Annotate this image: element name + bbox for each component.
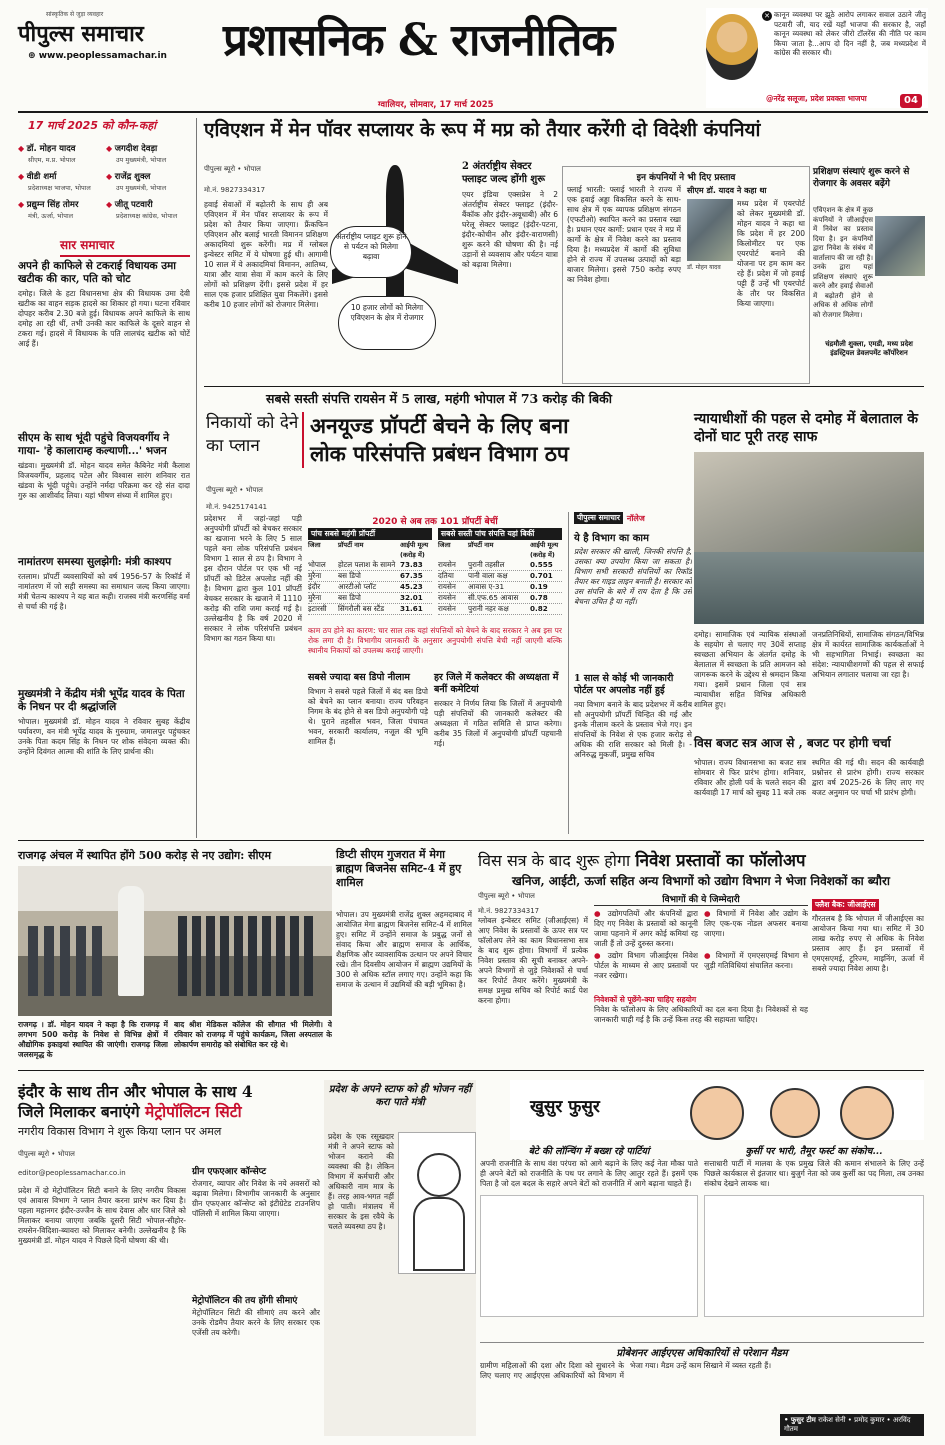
person-role: मंत्री, ऊर्जा, भोपाल [28,212,74,220]
credit-title: • फुसुर टीम [784,1416,816,1424]
cm-said-body: मध्य प्रदेश में एयरपोर्ट को लेकर मुख्यमंत्री डॉ. मोहन यादव ने कहा था कि प्रदेश में हर 200 किलोमीटर पर एक एयरपोर्ट बनाने की योजना पर हम काम कर रहे हैं। प्रदेश में जो हवाई पट्टी हैं उन्हें भी एयरपोर्ट के तौर पर विकसित किया जाएगा। [737,199,805,308]
strip-headline: प्रोबेशनर आईएएस अधिकारियों से परेशान मैडम [480,1342,924,1359]
headline-line-1: अनयूज्ड प्रॉपर्टी बेचने के लिए बना [310,413,569,438]
metro-line-2a: जिले मिलाकर बनाएंगे [18,1102,140,1121]
table-row [438,560,562,571]
property-reason: काम ठप होने का कारण: चार साल तक यहां संपत्तियों को बेचने के बाद सरकार ने अब इस पर रोक लगा दी है। विभागीय जानकारी के अनुसार अनुपयोगी संपत्ति बेची नहीं जाएगी बल्कि स्थानीय निकायों को उपलब्ध कराई जाएगी। [308,626,562,655]
table-row [438,604,562,615]
table-row [308,593,432,604]
news-headline: सीएम के साथ भूंदी पहुंचे विजयवर्गीय ने गाया- 'हे कालाराम्ह कल्याणी...' भजन [18,432,170,457]
knowledge-tag: नॉलेज [626,513,645,523]
table-row [308,604,432,615]
cheap-table [438,528,562,615]
cartoon-face [690,1086,744,1140]
person-name: प्रद्युम्न सिंह तोमर [26,200,79,210]
probationer-strip[interactable] [480,1342,924,1411]
person-card [106,136,192,164]
table-cell-city: मुरैना [308,593,322,602]
gujarat-body: भोपाल। उप मुख्यमंत्री राजेंद्र शुक्ल अहमदाबाद में आयोजित मेगा ब्राह्मण बिजनेस समिट-4 में शामिल हुए। समिट में उन्होंने समाज के प्रबुद्ध जनों से संवाद किया और ब्राह्मण समाज के आर्थिक, शैक्षणिक और व्यावसायिक उत्थान पर अपने विचार रखे। तीन दिवसीय आयोजन में ब्राह्मण उद्यमियों के 300 से अधिक स्टॉल लगाए गए। उन्होंने कहा कि समाज के उत्थान में उद्यमियों की बड़ी भूमिका है। [336,910,472,989]
person-card [106,192,192,220]
knowledge-sub-head: 1 साल से कोई भी जानकारी पोर्टल पर अपलोड नहीं हुई [574,673,674,696]
table-row [308,582,432,593]
brand-name: पीपुल्स समाचार [18,21,144,47]
bullet-icon: ● [704,909,717,918]
property-table [308,514,562,622]
costly-table [308,528,432,615]
story-body: अपनी राजनीति के साथ वंश परंपरा को आगे बढ़ाने के लिए कई नेता मौका पाते ही अपने बेटों को राजनीति के पथ पर लगाने के लिए आतुर रहते हैं। इसमें एक पिता है जो दल बदल के सहारे अपने बेटों को राजनीति में आगे बढ़ाना चाहते हैं। [480,1159,698,1188]
saar-samachar [18,236,190,831]
budget-body: भोपाल। राज्य विधानसभा का बजट सत्र सोमवार से फिर प्रारंभ होगा। शनिवार, रविवार और होली पर्व के चलते सदन की कार्यवाही 17 मार्च को सुबह 11 बजे तक स्थगित की गई थी। सदन की कार्यवाही प्रश्नोत्तर से प्रारंभ होगी। राज्य सरकार द्वारा वर्ष 2025-26 के लिए लाए गए बजट अनुमान पर चर्चा भी प्रारंभ होगी। [694,758,924,797]
aviation-headline[interactable]: एविएशन में मेन पॉवर सप्लायर के रूप में मप्र को तैयार करेंगी दो विदेशी कंपनियां [204,119,761,141]
property-kicker [206,412,302,458]
cm-photo [687,199,733,261]
strip-body: ग्रामीण महिलाओं की दशा और दिशा को सुधारने के लिए चलाए गए आईएएस अधिकारियों को विभाग में भेजा गया। मैडम उन्हें काम सिखाने में व्यस्त रहती हैं। [480,1361,772,1380]
person-name: राजेंद्र शुक्ल [114,172,151,182]
headline-line-2: लोक परिसंपत्ति प्रबंधन विभाग ठप [310,441,569,466]
duties-box [594,892,808,1060]
table-cell-price: 0.555 [530,560,553,569]
table-row [308,560,432,571]
plane-note-1 [330,226,412,278]
flashback-tag: फ्लैश बैक: जीआईएस [812,899,879,911]
plane-note-2 [338,296,436,350]
sectors-body: एयर इंडिया एक्सप्रेस ने 2 अंतर्राष्ट्रीय सेक्टर फ्लाइट (इंदौर-बैंकॉक और इंदौर-अबूधाबी) और 6 घरेलू सेक्टर फ्लाइट (इंदौर-पटना, इंदौर-कोचीन और इंदौर-वाराणसी) शुरू करने की घोषणा की है। नई उड़ानों से व्यवसाय और पर्यटन यात्रा को बढ़ावा मिलेगा। [462,190,558,269]
knowledge-sub-body: नया विभाग बनाने के बाद प्रदेशभर में करीब सौ अनुपयोगी प्रॉपर्टी चिन्हित की गई और इनके नीलाम करने के प्रस्ताव भेजे गए। इन संपत्तियों के निवेश से एक हजार करोड़ से अधिक की राशि सरकार को मिली है। - अनिरुद्ध मुकर्जी, प्रमुख सचिव [574,700,692,759]
news-item[interactable] [18,432,190,551]
table-cell-property: आरटीओ प्लॉट [338,582,377,591]
quote-author: @नरेंद्र सलूजा, प्रदेश प्रवक्ता भाजपा [766,94,867,103]
bullet-icon: ● [594,951,608,960]
cartoon-body [413,1197,465,1271]
table-header-row [438,540,562,560]
table-cell-property: सी.एफ.65 आवास [468,593,519,602]
table-cell-city: रायसेन [438,582,456,591]
table-cell-price: 31.61 [400,604,423,613]
table-row [438,593,562,604]
person-card [18,136,104,164]
note-head: निवेशकों से पूछेंगे-क्या चाहिए सहयोग [594,995,697,1004]
table-cell-city: इंदौर [308,582,321,591]
metro-col-2 [192,1164,320,1436]
knowledge-body: प्रदेश सरकार की खाली, जिनकी संपत्ति है, उसका क्या उपयोग किया जा सकता है। विभाग सभी सरकारी संपत्तियों का रिकॉर्ड तैयार कर गाइड लाइन बनाती है। सरकार को उस संपत्ति के बारे में राय देता है कि उसे बेचना उचित है या नहीं। [574,547,692,606]
byline-text: पीपुल्स ब्यूरो • भोपाल [206,486,263,494]
table-cell-property: सिंगरौली बस स्टैंड [338,604,385,613]
rajgarh-caption-2: बाद श्रीश मेडिकल कॉलेज की सौगात भी मिलेगी। वे रविवार को राजगढ़ में पहुंचे कार्यक्रम, जिला अस्पताल के लोकार्पण समारोह को संबोधित कर रहे थे। [174,1020,332,1049]
metro-line-2 [18,1102,318,1122]
property-headline[interactable] [302,412,682,468]
staff-box [324,1080,476,1436]
metro-limits-head: मेट्रोपॉलिटन की तय होंगी सीमाएं [192,1296,298,1306]
masthead-tagline: सांस्कृतिक से जुड़ा व्यवहार [46,11,104,18]
duties-list [594,909,808,991]
duty-text: उद्योग विभाग जीआईएस निवेश पोर्टल के माध्यम से आए प्रस्तावों पर नजर रखेगा। [594,951,698,980]
knowledge-box [568,512,692,834]
cm-photo-caption: डॉ. मोहन यादव [687,264,721,271]
close-x-icon: ✕ [762,11,772,21]
table-cell-property: पुरानी नहर कक्ष [468,604,509,613]
cleanup-photo [694,452,924,624]
news-headline: मुख्यमंत्री ने केंद्रीय मंत्री भूपेंद्र यादव के पिता के निधन पर दी श्रद्धांजलि [18,688,185,713]
table-cell-property: पुरानी तहसील [468,560,505,569]
note-body: निवेश के फॉलोअप के लिए अधिकारियों का दल बना दिया है। निवेशकों से यह जानकारी चाही गई है कि उन्हें किस तरह की सहायता चाहिए। [594,1005,808,1024]
duty-item [704,951,808,991]
table-row [438,582,562,593]
training-headline: प्रशिक्षण संस्थाएं शुरू करने से रोजगार के अवसर बढ़ेंगे [813,167,910,189]
khusur-fusur [480,1080,924,1436]
metro-line-1: इंदौर के साथ तीन और भोपाल के साथ 4 [18,1082,253,1101]
pin-icon: ◆ [106,172,115,181]
green-far-body: रोजगार, व्यापार और निवेश के नये अवसरों को बढ़ावा मिलेगा। विभागीय जानकारी के अनुसार ग्रीन एफएआर कॉन्सेप्ट को इंटीग्रेटेड टाउनशिप पॉलिसी में शामिल किया जाएगा। [192,1179,320,1218]
judges-body: दमोह। सामाजिक एवं न्यायिक संस्थाओं के सहयोग से चलाए गए 30वें सप्ताह स्वच्छता अभियान के अंतर्गत दमोह के बेलाताल में स्वच्छता के प्रति आमजन को जागरूक करने के उद्देश्य से श्रमदान किया गया। इसमें प्रधान जिला एवं सत्र न्यायाधीश सहित विभिन्न अधिकारी शामिल हुए। [694,630,806,709]
duty-item [594,909,698,949]
website-url[interactable] [28,51,167,61]
quote-text: कानून व्यवस्था पर झूठे आरोप लगाकर सवाल उठाने जीतू पटवारी जी, याद रखें यहाँ भाजपा की सरकार है, जहाँ कानून व्यवस्था को लेकर जीरो टॉलरेंस की नीति पर काम किया जाता है...आप दो दिन नहीं है, जब मध्यप्रदेश में कांग्रेस की सरकार थी। [774,10,926,57]
table-cell-price: 0.78 [530,593,548,602]
story-cartoon [704,1195,924,1317]
who-where-box [18,118,188,228]
table-cell-price: 0.82 [530,604,548,613]
green-far-head: ग्रीन एफएआर कॉन्सेप्ट [192,1167,267,1177]
news-body: दमोह। जिले के हटा विधानसभा क्षेत्र की विधायक उमा देवी खटीक का वाहन सड़क हादसे का शिकार हो गया। घटना रविवार दोपहर करीब 2.30 बजे हुई। विधायक अपने काफिले के साथ दमोह आ रही थीं, तभी उनकी कार काफिले के दूसरे वाहन से टकरा गई। हादसे में विधायक के पति लालचंद खटीक को चोटें आई हैं। [18,289,190,348]
guard-row [178,916,318,996]
table-cell-property: बस डिपो [338,593,361,602]
duty-text: विभागों में निवेश और उद्योग के लिए एक-एक नोडल अफसर बनाया जाएगा। [704,909,808,938]
table-cell-property: पानी वाला कक्ष [468,571,508,580]
duty-item [704,909,808,949]
companies-box [562,166,810,384]
table-cell-price: 0.701 [530,571,553,580]
metro-body: प्रदेश में दो मेट्रोपॉलिटन सिटी बनाने के लिए नगरीय विकास एवं आवास विभाग ने प्लान तैयार करना प्रारंभ कर दिया है। पहला महानगर इंदौर-उज्जैन के साथ देवास और धार जिले को मिलाकर बनाया जाएगा जबकि दूसरी सिटी भोपाल-सीहोर-रायसेन-विदिशा-ब्यावरा को मिलाकर बनेगी। उल्लेखनीय है कि मुख्यमंत्री डॉ. मोहन यादव ने पिछले दिनों घोषणा की थी। [18,1186,186,1245]
aviation-byline [204,165,324,195]
pin-icon: ◆ [18,200,27,209]
masthead [18,8,928,108]
duty-text: उद्योगपतियों और कंपनियों द्वारा दिए गए निवेश के प्रस्तावों को कानूनी जामा पहनाने में अगर कोई कमियां रह जाती हैं तो उन्हें दुरुस्त करना। [594,909,698,948]
table-cell-city: रायसेन [438,604,456,613]
section-title: प्रशासनिक & राजनीतिक [223,15,615,66]
budget-headline[interactable]: विस बजट सत्र आज से , बजट पर होगी चर्चा [694,736,891,750]
staff-cartoon [398,1132,476,1274]
column-divider [196,118,197,838]
plane-note-text: 10 हजार लोगों को मिलेगा एविएशन के क्षेत्र में रोजगार [350,303,424,322]
pin-icon: ◆ [18,144,27,153]
property-sub-1[interactable] [308,672,428,807]
col-prop: प्रॉपर्टी नाम [468,541,494,549]
table-cell-city: रायसेन [438,560,456,569]
news-headline: अपने ही काफिले से टकराई विधायक उमा खटीक की कार, पति को चोट [18,260,177,285]
kicker-text: निकायों को देने का प्लान [206,413,299,456]
followup-body: ग्लोबल इन्वेस्टर समिट (जीआईएस) में आए निवेश के प्रस्तावों के ऊपर सत्र पर फॉलोअप लेने का काम विधानसभा सत्र के बाद शुरू होगा। विभागों में प्रत्येक निवेश प्रस्ताव की सूची बनाकर अपने-अपने विभागों से जुड़े निवेशकों से चर्चा कर रिपोर्ट तैयार करेंगे। मुख्यमंत्री के समक्ष प्रमुख सचिव को रिपोर्ट कार्ड पेश करना होगा। [478,916,588,1005]
person-role: उप मुख्यमंत्री, भोपाल [116,184,167,192]
followup-main: निवेश प्रस्तावों का फॉलोअप [635,851,806,871]
table-cell-property: होटल पलाश के सामने [338,560,396,569]
pin-icon: ◆ [106,144,115,153]
table-cell-price: 73.83 [400,560,423,569]
quote-avatar [706,14,758,80]
property-body: प्रदेशभर में जहां-जहां पड़ी अनुपयोगी प्रॉपर्टी को बेचकर सरकार का खजाना भरने के लिए 5 साल पहले बना लोक परिसंपत्ति प्रबंधन विभाग 1 साल से ठप है। विभाग ने इस दौरान पोर्टल पर एक भी नई प्रॉपर्टी को डिटेल अपलोड नहीं की है। विभाग द्वारा कुल 101 प्रॉपर्टी बेचकर सरकार के खजाने में 1110 करोड़ की राशि जमा कराई गई है। उल्लेखनीय है कि वर्ष 2020 में सरकार ने लोक परिसंपत्ति प्रबंधन विभाग का गठन किया था। [204,514,302,643]
table-title: 2020 से अब तक 101 प्रॉपर्टी बेचीं [372,517,498,527]
table-row [438,571,562,582]
who-where-title: 17 मार्च 2025 को कौन-कहां [28,119,157,132]
metro-line-2b: मेट्रोपॉलिटन सिटी [145,1102,242,1121]
cheap-title: सबसे सस्ती पांच संपत्ति यहां बिकीं [438,528,562,540]
sub-headline: सबसे ज्यादा बस डिपो नीलाम [308,672,410,683]
duties-note [594,995,808,1035]
news-body: रतलाम। प्रॉपर्टी व्यवसायियों को वर्ष 1956-57 के रिकॉर्ड में नामांतरण में जो सही समस्या का समाधान जल्द किया जाएगा। मंत्री चेतन्य काश्यप ने यह बात कही। राजस्व मंत्री करणसिंह वर्मा से चर्चा की गई है। [18,572,190,611]
property-byline [206,486,306,512]
bullet-icon: ● [704,951,716,960]
training-box [813,166,925,382]
training-author: चंद्रमौली शुक्ला, एमडी, मध्य प्रदेश इंडस्ट्रियल डेवलपमेंट कॉर्पोरेशन [825,340,913,357]
cm-said-head: सीएम डॉ. यादव ने कहा था [687,186,767,195]
knowledge-brand: पीपुल्स समाचार [574,512,623,524]
story-headline: बेटे की लॉन्चिंग में बख्श रहे पार्टियां [528,1146,650,1157]
followup-byline [478,892,588,916]
followup-headline[interactable] [478,848,924,871]
training-body: एविएशन के क्षेत्र में कुछ कंपनियों ने जीआईएस में निवेश का प्रस्ताव दिया है। इन कंपनियों द्वारा निवेश के संबंध में वार्तालाप की जा रही है। उनके द्वारा यहां प्रशिक्षण संस्थाएं शुरू करने और हवाई सेवाओं में बढ़ोतरी होने से अधिक से अधिक लोगों को रोजगार मिलेगा। [813,206,873,319]
official-figure [118,886,144,996]
table-cell-price: 45.23 [400,582,423,591]
credit-names: राकेश सेनी • प्रमोद कुमार • अरविंद गौतम [784,1416,911,1433]
table-cell-property: आवास ए-31 [468,582,505,591]
news-body: भोपाल। मुख्यमंत्री डॉ. मोहन यादव ने रविवार सुबह केंद्रीय पर्यावरण, वन मंत्री भूपेंद्र यादव के गुरुग्राम, जमालपुर पहुंचकर उनके पिता कदम सिंह के निधन पर शोक संवेदना व्यक्त की। उन्होंने दिवंगत आत्मा की शांति के लिए प्रार्थना की। [18,717,190,756]
sectors-headline: 2 अंतर्राष्ट्रीय सेक्टर फ्लाइट जल्द होंगी शुरू [462,161,545,185]
byline-text: पीपुल्स ब्यूरो • भोपाल [18,1150,75,1158]
person-card [18,192,104,220]
table-cell-city: इटारसी [308,604,327,613]
khusur-title: खुसुर फुसुर [530,1097,600,1117]
section-divider [204,386,924,387]
url-text: www.peoplessamachar.in [38,51,167,61]
duty-item [594,951,698,991]
flashback-box [812,892,924,1060]
knowledge-header [574,512,692,524]
person-role: उप मुख्यमंत्री, भोपाल [116,156,167,164]
col-prop: प्रॉपर्टी नाम [338,541,364,549]
byline-phone: मो.नं. 9425174141 [206,503,268,511]
page-number: 04 [900,94,922,108]
brand-logo[interactable] [18,18,144,48]
companies-title: इन कंपनियों ने भी दिए प्रस्ताव [636,173,736,183]
table-cell-price: 67.35 [400,571,423,580]
table-cell-city: रायसेन [438,593,456,602]
pin-icon: ◆ [18,172,27,181]
followup-sub: खनिज, आईटी, ऊर्जा सहित अन्य विभागों को उद्योग विभाग ने भेजा निवेशकों का ब्यौरा [511,874,891,888]
table-cell-property: बस डिपो [338,571,361,580]
col-price: आईपी मूल्य (करोड़ में) [530,541,559,559]
byline-email[interactable]: editor@peoplessamachar.co.in [18,1169,126,1177]
rajgarh-headline[interactable]: राजगढ़ अंचल में स्थापित होंगे 500 करोड़ से नए उद्योग: सीएम [18,849,272,862]
metro-sub: नगरीय विकास विभाग ने शुरू किया प्लान पर अमल [18,1125,222,1138]
judges-body-2: जनप्रतिनिधियों, सामाजिक संगठन/विभिन्न क्षेत्र में कार्यरत सामाजिक कार्यकर्ताओं ने भी सहभागिता निभाई। स्वच्छता का संदेश: न्यायाधीशगणों की पहल से सफाई अभियान लगातार चलाया जा रहा है। [812,630,924,679]
sub-headline: हर जिले में कलेक्टर की अध्यक्षता में बनीं कमेटियां [434,672,559,695]
masthead-divider [18,111,928,113]
sub-body: सरकार ने निर्णय लिया कि जिलों में अनुपयोगी पड़ी संपत्तियों की जानकारी कलेक्टर की अध्यक्षता में गठित समिति से प्राप्त करेगा। करीब 35 जिलों में अनुपयोगी प्रॉपर्टी पहचानी गई। [434,699,562,748]
col-price: आईपी मूल्य (करोड़ में) [400,541,429,559]
flashback-body: गौरतलब है कि भोपाल में जीआईएस का आयोजन किया गया था। समिट में 30 लाख करोड़ रुपए से अधिक के निवेश प्रस्ताव आए हैं। इन प्रस्तावों में एमएसएमई, टूरिज्म, माइनिंग, ऊर्जा में सबसे ज्यादा निवेश आया है। [812,914,924,973]
costly-title: पांच सबसे महंगी प्रॉपर्टी [308,528,432,540]
person-name: जीतू पटवारी [114,200,153,210]
sectors-box [462,160,558,382]
table-cell-price: 32.01 [400,593,423,602]
cartoon-face [840,1086,894,1140]
section-divider [18,840,924,841]
news-item[interactable] [18,556,190,672]
news-body: खंडवा। मुख्यमंत्री डॉ. मोहन यादव समेत कैबिनेट मंत्री कैलाश विजयवर्गीय, प्रहलाद पटेल और विश्वास सारंग शनिवार रात खंडवा के भूंदी पहुंचे। उन्होंने नर्मदा परिक्रमा कर रहे संत दादा गुरु का आशीर्वाद लिया। यहां भीषण संध्या में शामिल हुए। [18,461,190,500]
gujarat-headline[interactable]: डिप्टी सीएम गुजरात में मेगा ब्राह्मण बिजनेस समिट-4 में हुए शामिल [336,848,462,889]
table-header-row [308,540,432,560]
khusur-banner [510,1080,924,1140]
sub-body: विभाग ने सबसे पहले जिलों में बंद बस डिपो को बेचने का प्लान बनाया। राज्य परिवहन निगम के बंद होने से बस डिपो अनुपयोगी पड़े थे। पुराने तहसील भवन, जिला पंचायत भवन, सरकारी कार्यालय, नजूल की भूमि शामिल हैं। [308,687,428,746]
pin-icon: ◆ [106,200,115,209]
story-cartoon [480,1195,698,1317]
knowledge-head: ये है विभाग का काम [574,533,649,544]
costly-rows [308,560,432,615]
rajgarh-photo [18,866,332,1016]
guard-row [28,926,108,996]
byline-text: पीपुल्स ब्यूरो • भोपाल [204,165,261,173]
cartoon-face [770,1088,820,1138]
companies-right [687,185,805,381]
person-card [18,164,104,192]
byline-phone: मो.नं. 9827334317 [204,186,266,194]
metro-limits-body: मेट्रोपॉलिटन सिटी की सीमाएं तय करने और उनके रोडमैप तैयार करने के लिए सरकार एक एजेंसी तय करेगी। [192,1308,320,1337]
person-role: प्रदेशाध्यक्ष भाजपा, भोपाल [28,184,91,192]
col-city: जिला [438,541,451,549]
judges-headline[interactable]: न्यायाधीशों की पहल से दमोह में बेलाताल के दोनों घाट पूरी तरह साफ [694,411,919,445]
staff-body-1: प्रदेश के एक रसूखदार मंत्री ने अपने स्टाफ को भोजन कराने की व्यवस्था की है। लेकिन विभाग में कर्मचारी और अधिकारी नाम मात्र के हैं। तरह आव-भगत नहीं हो पाती। मंत्रालय में सरकार के इस रवैये के चलते व्यवस्था ठप है। [328,1132,394,1231]
duty-text: विभागों में एमएसएमई विभाग से जुड़ी गतिविधियां संचालित करना। [704,951,808,970]
globe-icon: ⊕ [28,51,39,61]
person-name: डॉ. मोहन यादव [26,144,76,154]
aviation-body: हवाई सेवाओं में बढ़ोतरी के साथ ही अब एविएशन में मेन पॉवर सप्लायर के रूप में प्रदेश को तैयार किया जाएगा। फ्रैंकफिन एविएशन और बलाई भारती विमानन प्रशिक्षण अकादमियां शुरू करेंगी। मप्र में ग्लोबल इन्वेस्टर समिट में ये घोषणा हुई थी। आगामी 10 साल में ये अकादमियां विमानन, आतिथ्य, यात्रा और यात्रा सेवा में काम करने के लिए लोगों को प्रशिक्षण देंगी। इससे प्रदेश में हर साल एक हजार प्रशिक्षित युवा निकलेंगे। इससे करीब 10 हजार लोगों को रोजगार मिलेगा। [204,200,328,309]
person-name: वीडी शर्मा [26,172,57,182]
duties-title: विभागों की ये जिम्मेदारी [594,892,808,906]
bullet-icon: ● [594,909,608,918]
news-item[interactable] [18,260,190,389]
quote-box [706,8,928,108]
story-body: सत्ताधारी पार्टी में मालवा के एक प्रमुख जिले की कमान संभालने के लिए उन्हें पिछले कार्यकाल से इंतजार था। बुजुर्ग नेता को जब कुर्सी का पद मिला, तब उनका संकोच देखने लायक था। [704,1159,924,1188]
water-area [694,552,924,624]
table-cell-city: भोपाल [308,560,326,569]
news-item[interactable] [18,688,190,817]
person-card [106,164,192,192]
person-role: प्रदेशाध्यक्ष कांग्रेस, भोपाल [116,212,178,220]
dateline: ग्वालियर, सोमवार, 17 मार्च 2025 [378,100,494,110]
section-divider [18,1070,924,1071]
col-city: जिला [308,541,321,549]
saar-title: सार समाचार [60,236,190,257]
gossip-story-2[interactable] [704,1144,924,1317]
story-headline: कुर्सी पर भारी, तैमूर फर्स्ट का संकोच... [745,1146,883,1157]
official-photo [875,216,925,276]
table-cell-price: 0.19 [530,582,548,591]
news-headline: नामांतरण समस्या सुलझेगी: मंत्री काश्यप [18,556,172,568]
table-cell-city: मुरैना [308,571,322,580]
person-name: जगदीश देवड़ा [114,144,158,154]
companies-left-text: फ्लाई भारती: फ्लाई भारती ने राज्य में एक हवाई अड्डा विकसित करने के साथ-साथ क्षेत्र में एक व्यापक प्रशिक्षण संगठन (एफटीओ) स्थापित करने का प्रस्ताव रखा है। प्रधान एयर कार्गो: प्रधान एयर ने मप्र में कार्गो के क्षेत्र में निवेश करने का प्रस्ताव दिया है। मध्यप्रदेश में कार्गो की सुविधा होने से राज्य में उपलब्ध उत्पादों को बड़ा बाजार मिलेगा। इससे 750 करोड़ रुपए का निवेश होगा। [567,185,681,284]
fusur-credits [780,1414,924,1436]
byline-phone: मो.नं. 9827334317 [478,907,540,915]
person-role: सीएम, म.प्र. भोपाल [28,156,76,164]
cheap-rows [438,560,562,615]
table-cell-city: दतिया [438,571,454,580]
plane-note-text: अंतर्राष्ट्रीय प्लाइट शुरू होने से पर्यटन को मिलेगा बढ़ावा [335,232,407,261]
staff-headline[interactable]: प्रदेश के अपने स्टाफ को ही भोजन नहीं करा पाते मंत्री [328,1084,472,1108]
metro-headline[interactable] [18,1082,318,1139]
property-strap: सबसे सस्ती संपत्ति रायसेन में 5 लाख, महंगी भोपाल में 73 करोड़ की बिकी [266,391,612,406]
byline-text: पीपुल्स ब्यूरो • भोपाल [478,892,535,900]
property-sub-2[interactable] [434,672,562,809]
cartoon-figure [417,1153,461,1197]
gossip-story-1[interactable] [480,1144,698,1317]
table-row [308,571,432,582]
followup-kicker: विस सत्र के बाद शुरू होगा [478,851,631,870]
rajgarh-caption: राजगढ़ । डॉ. मोहन यादव ने कहा है कि राजगढ़ में लगभग 500 करोड़ के निवेश से विभिन्न क्षेत्रों में औद्योगिक इकाइयां स्थापित की जाएंगी। राजगढ़ जिला जलसमृद्ध के [18,1020,168,1059]
